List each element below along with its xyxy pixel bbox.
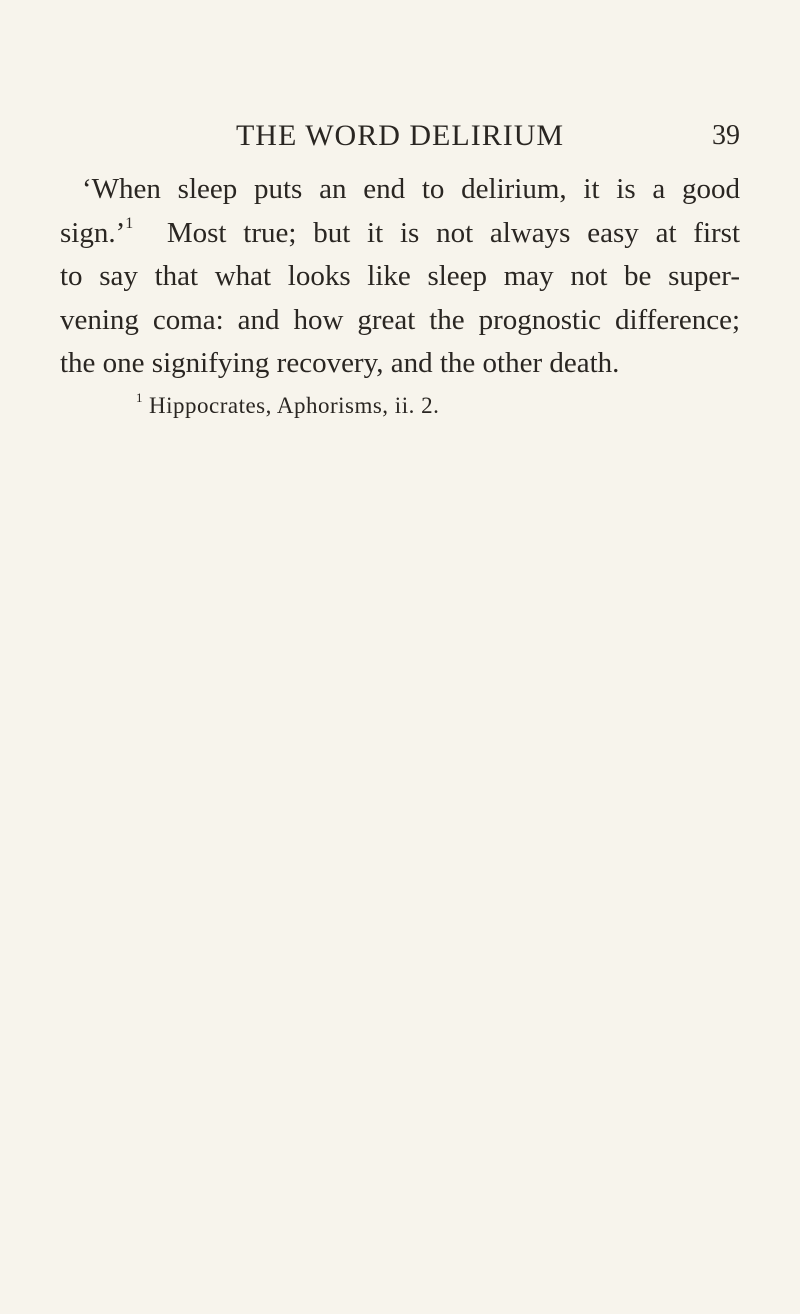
- footnote: [136, 391, 439, 421]
- text-line: ‘When sleep puts an end to delirium, it is a good: [82, 173, 740, 205]
- page-number: 39: [712, 120, 740, 151]
- running-head: [60, 116, 740, 156]
- footnote-marker: 1: [136, 390, 143, 405]
- text-line: [60, 212, 740, 256]
- body-paragraph: [60, 168, 740, 386]
- text-line: to say that what looks like sleep may not be super-: [60, 260, 740, 292]
- running-title: THE WORD DELIRIUM: [235, 119, 565, 152]
- footnote-text: Hippocrates, Aphorisms, ii. 2.: [149, 393, 440, 418]
- text-line-part: sign.’: [60, 216, 126, 249]
- text-line: vening coma: and how great the prognostic difference;: [60, 303, 740, 336]
- text-line-part: Most true; but it is not always easy at first: [166, 216, 741, 249]
- text-line: the one signifying recovery, and the other death.: [60, 347, 620, 379]
- footnote-reference: 1: [125, 214, 134, 232]
